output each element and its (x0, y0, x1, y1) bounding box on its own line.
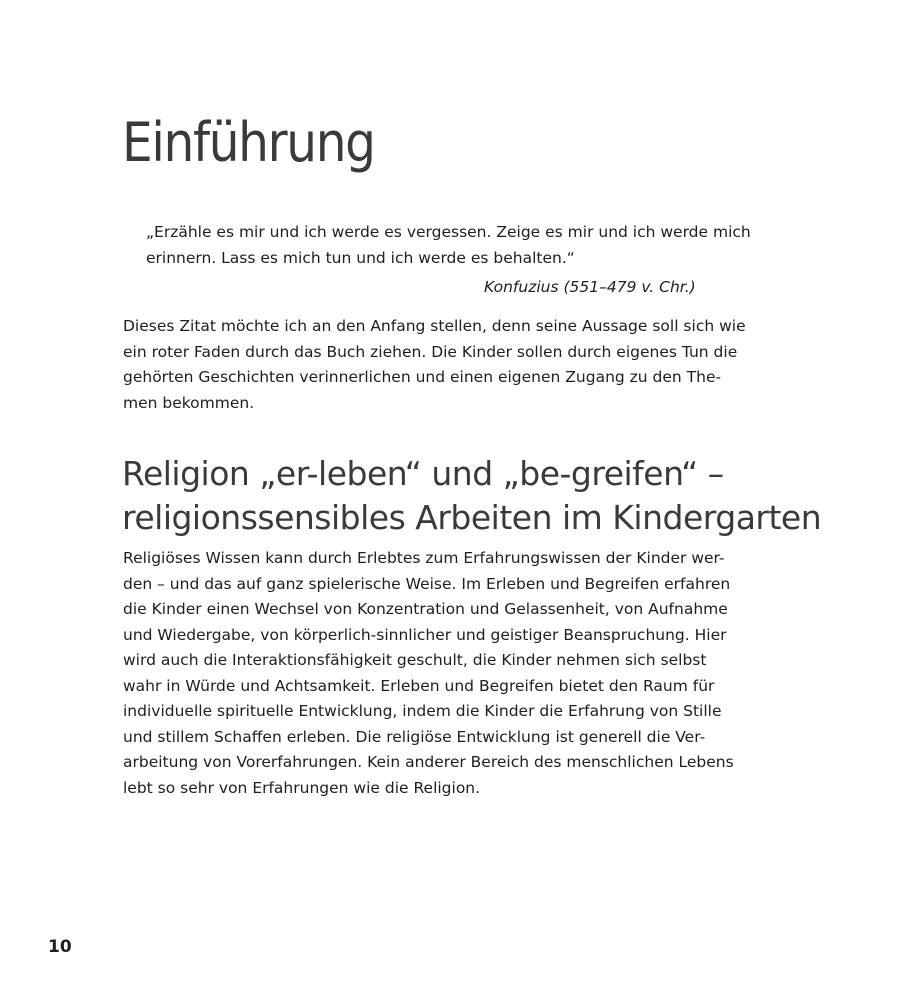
heading-line: religionssensibles Arbeiten im Kindergarten (122, 498, 822, 537)
text-line: men bekommen. (123, 393, 255, 412)
quote (146, 220, 766, 271)
heading-line: Religion „er-leben“ und „be-greifen“ – (122, 454, 724, 493)
text-line: ein roter Faden durch das Buch ziehen. Die Kinder sollen durch eigenes Tun die (123, 342, 738, 361)
quote-source: Konfuzius (551–479 v. Chr.) (484, 278, 696, 296)
intro-paragraph (123, 314, 763, 416)
section-paragraph (123, 546, 763, 801)
section-heading (122, 452, 842, 540)
quote-line: „Erzähle es mir und ich werde es vergessen. Zeige es mir und ich werde mich (146, 223, 751, 241)
text-line: den – und das auf ganz spielerische Weise. Im Erleben und Begreifen erfahren (123, 574, 731, 593)
text-line: individuelle spirituelle Entwicklung, indem die Kinder die Erfahrung von Stille (123, 702, 722, 720)
text-line: gehörten Geschichten verinnerlichen und einen eigenen Zugang zu den The- (123, 368, 722, 386)
quote-line: erinnern. Lass es mich tun und ich werde es behalten.“ (146, 248, 575, 267)
page-number: 10 (48, 937, 72, 957)
text-line: und Wiedergabe, von körperlich-sinnlicher und geistiger Beanspruchung. Hier (123, 625, 727, 644)
text-line: Religiöses Wissen kann durch Erlebtes zum Erfahrungswissen der Kinder wer- (123, 549, 725, 567)
text-line: wird auch die Interaktionsfähigkeit geschult, die Kinder nehmen sich selbst (123, 651, 707, 669)
text-line: Dieses Zitat möchte ich an den Anfang stellen, denn seine Aussage soll sich wie (123, 317, 746, 335)
text-line: lebt so sehr von Erfahrungen wie die Religion. (123, 778, 481, 797)
text-line: arbeitung von Vorerfahrungen. Kein anderer Bereich des menschlichen Lebens (123, 753, 734, 771)
text-line: die Kinder einen Wechsel von Konzentration und Gelassenheit, von Aufnahme (123, 600, 728, 618)
text-line: wahr in Würde und Achtsamkeit. Erleben und Begreifen bietet den Raum für (123, 676, 715, 695)
page-title: Einführung (122, 111, 375, 174)
text-line: und stillem Schaffen erleben. Die religiöse Entwicklung ist generell die Ver- (123, 727, 706, 746)
